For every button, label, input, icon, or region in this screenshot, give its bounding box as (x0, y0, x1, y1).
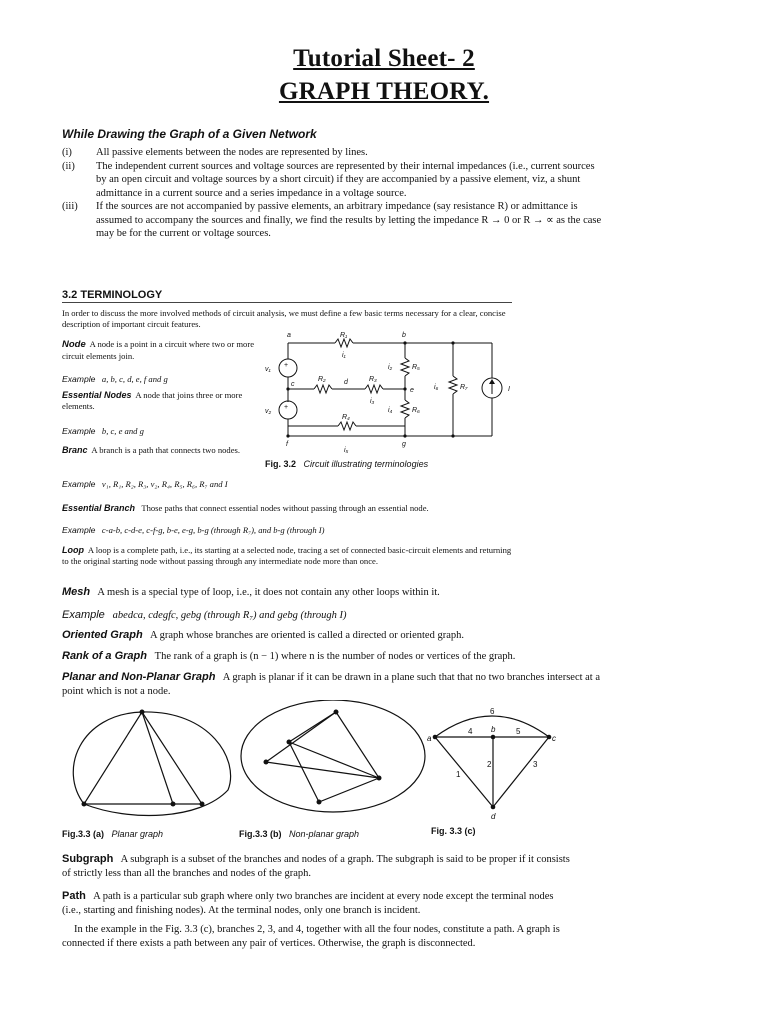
circuit-diagram (260, 328, 520, 458)
node-e-label: e (410, 387, 414, 394)
rank-definition (62, 650, 622, 664)
fig33a-caption (62, 829, 163, 839)
node-term: Node (62, 339, 86, 350)
essential-definition (62, 390, 262, 411)
path-term: Path (62, 890, 86, 902)
fig-number: Fig.3.3 (b) (239, 829, 282, 839)
ebranch-term: Essential Branch (62, 503, 136, 513)
subgraph-def: A subgraph is a subset of the branches and nodes of a graph. The subgraph is said to be proper if it consists of strictly less than all the branches and nodes of the graph. (62, 854, 570, 879)
mesh-term: Mesh (62, 586, 91, 598)
example-label: Example (62, 374, 96, 384)
node-f-label: f (286, 441, 288, 448)
example-text: abedca, cdegfc, gebg (through R₇) and gebg (through I) (112, 610, 347, 621)
fig33b-caption (239, 829, 359, 839)
example-label: Example (62, 609, 105, 621)
fig-number: Fig. 3.2 (265, 459, 297, 469)
drawing-item (62, 160, 607, 201)
node-b-label: b (402, 332, 406, 339)
path-def: A path is a particular sub graph where only two branches are incident at every node except the terminal nodes (i.e., starting and finishing nodes). At the terminal nodes, only one branch is incident. (62, 891, 554, 916)
planar-term: Planar and Non-Planar Graph (62, 671, 216, 683)
example-text: c-a-b, c-d-e, c-f-g, b-e, e-g, b-g (through R₇), and b-g (through I) (101, 525, 325, 535)
r4-label: R₄ (342, 414, 350, 421)
path-definition (62, 890, 572, 917)
mesh-definition (62, 586, 622, 600)
terminology-intro: In order to discuss the more involved methods of circuit analysis, we must define a few basic terms necessary for a clear, concise description of important circuit features. (62, 308, 506, 329)
ebranch-example (62, 525, 512, 536)
branch-4-label: 4 (468, 727, 473, 736)
branch-6-label: 6 (490, 707, 495, 716)
node-a-label: a (427, 734, 432, 743)
branch-definition (62, 445, 258, 456)
drawing-item (62, 200, 607, 241)
graph-figures (60, 700, 620, 830)
fig-number: Fig. 3.3 (c) (431, 826, 476, 836)
i6-label: i₆ (434, 384, 439, 391)
i5-label: i₅ (344, 447, 349, 454)
essential-def: A node that joins three or more elements. (62, 390, 243, 411)
i3-label: i₃ (370, 398, 375, 405)
page-subtitle: GRAPH THEORY. (278, 78, 490, 105)
item-number: (i) (62, 147, 72, 158)
node-c-label: c (291, 381, 295, 388)
drawing-item (62, 146, 607, 160)
item-number: (iii) (62, 201, 78, 212)
drawing-list (62, 146, 607, 241)
mesh-example (62, 609, 622, 623)
terminology-heading: 3.2 TERMINOLOGY (62, 289, 163, 301)
example-text: b, c, e and g (101, 426, 144, 436)
node-a-label: a (287, 332, 291, 339)
page-title: Tutorial Sheet- 2 (293, 45, 475, 72)
node-c-label: c (552, 734, 556, 743)
branch-1-label: 1 (456, 770, 461, 779)
nonplanar-graph-outline (241, 700, 425, 812)
plus-sign: + (284, 404, 289, 411)
mesh-def: A mesh is a special type of loop, i.e., it does not contain any other loops within it. (97, 587, 440, 598)
branch-3-label: 3 (533, 760, 538, 769)
subgraph-definition (62, 853, 572, 880)
oriented-def: A graph whose branches are oriented is called a directed or oriented graph. (149, 630, 464, 641)
branch-def: A branch is a path that connects two nodes. (91, 445, 241, 455)
planar-definition (62, 671, 607, 698)
closing-paragraph: In the example in the Fig. 3.3 (c), branches 2, 3, and 4, together with all the four nodes, constitute a path. A graph is connected if there exists a path between any pair of vertices. Otherwise, the graph is disconnected. (62, 924, 560, 949)
item-text: All passive elements between the nodes are represented by lines. (96, 147, 368, 158)
r7-label: R₇ (460, 384, 468, 391)
r5-label: R₅ (412, 364, 420, 371)
i1-label: i₁ (342, 352, 346, 359)
ebranch-definition (62, 503, 512, 514)
example-label: Example (62, 479, 96, 489)
r6-label: R₆ (412, 407, 420, 414)
fig-caption: Circuit illustrating terminologies (303, 459, 429, 469)
rank-term: Rank of a Graph (62, 650, 147, 662)
item-text: The independent current sources and voltage sources are represented by their internal impedances (i.e., current sources by an open circuit and voltage sources by a short circuit) if they are accompanied by a passive element, viz, a shunt admittance in a current source and a series impedance in a voltage source. (96, 160, 595, 199)
fig-caption: Non-planar graph (289, 829, 360, 839)
example-label: Example (62, 426, 96, 436)
oriented-term: Oriented Graph (62, 629, 143, 641)
item-text: If the sources are not accompanied by passive elements, an arbitrary impedance (say resistance R) or admittance is assumed to accompany the sources and finally, we find the results by letting the impedance R → 0 or R → ∝ as the case may be for the current or voltage sources. (96, 201, 602, 239)
loop-definition (62, 545, 512, 566)
example-text: a, b, c, d, e, f and g (101, 374, 168, 384)
oriented-definition (62, 629, 622, 643)
r1-label: R₁ (340, 332, 348, 339)
item-number: (ii) (62, 160, 75, 172)
example-text: v₁, R₁, R₂, R₃, v₂, R₄, R₅, R₆, R₇ and I (101, 479, 228, 489)
node-def: A node is a point in a circuit where two or more circuit elements join. (62, 339, 255, 361)
node-d-label: d (491, 812, 496, 821)
r3-label: R₃ (369, 376, 377, 383)
subgraph-term: Subgraph (62, 853, 114, 865)
node-example (62, 374, 168, 385)
branch-5-label: 5 (516, 727, 521, 736)
v1-label: v₁ (265, 366, 271, 373)
i4-label: i₄ (388, 407, 393, 414)
i2-label: i₂ (388, 364, 393, 371)
branch-2-label: 2 (487, 760, 492, 769)
loop-term: Loop (62, 545, 84, 555)
v2-label: v₂ (265, 408, 272, 415)
planar-def: A graph is planar if it can be drawn in a plane such that that no two branches intersect at a point which is not a node. (62, 672, 601, 697)
heading-rule (62, 302, 512, 303)
current-source-label: I (508, 386, 510, 393)
fig-number: Fig.3.3 (a) (62, 829, 105, 839)
loop-def: A loop is a complete path, i.e., its starting at a selected node, tracing a set of connected basic-circuit elements and returning to the original starting node without passing through any intermediate node more than once. (62, 545, 512, 566)
rank-def: The rank of a graph is (n − 1) where n is the number of nodes or vertices of the graph. (154, 651, 516, 662)
ebranch-def: Those paths that connect essential nodes without passing through an essential node. (141, 503, 429, 513)
example-label: Example (62, 525, 96, 535)
essential-term: Essential Nodes (62, 390, 132, 400)
fig33c-caption (431, 826, 476, 836)
r2-label: R₂ (318, 376, 326, 383)
node-b-label: b (491, 725, 496, 734)
node-g-label: g (402, 441, 406, 448)
node-d-label: d (344, 379, 348, 386)
branch-example (62, 479, 228, 490)
drawing-heading: While Drawing the Graph of a Given Network (62, 127, 317, 141)
node-definition (62, 339, 262, 361)
fig32-caption (265, 459, 428, 469)
branch-term: Branc (62, 445, 88, 455)
plus-sign: + (284, 362, 289, 369)
essential-example (62, 426, 144, 437)
fig-caption: Planar graph (111, 829, 164, 839)
